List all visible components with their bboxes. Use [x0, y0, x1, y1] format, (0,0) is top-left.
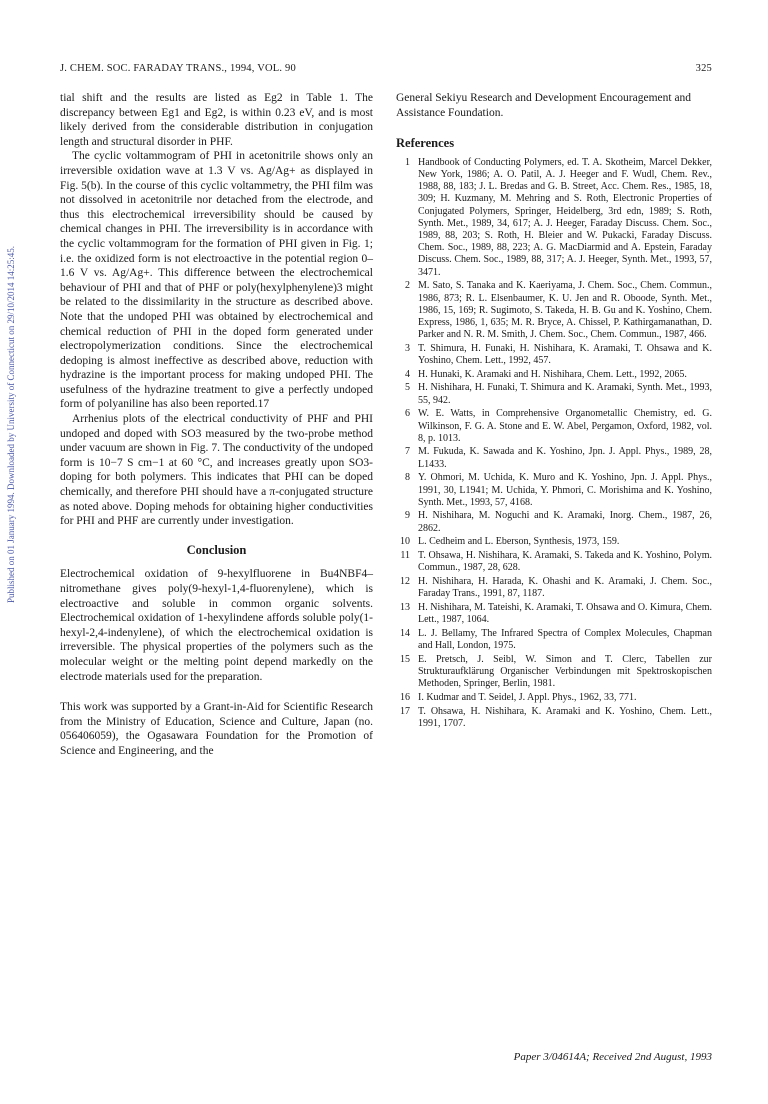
reference-item	[396, 576, 712, 600]
reference-number: 1	[405, 156, 410, 168]
right-column	[396, 91, 712, 731]
reference-number: 2	[405, 280, 410, 292]
reference-number: 7	[405, 446, 410, 458]
reference-text: W. E. Watts, in Comprehensive Organometallic Chemistry, ed. G. Wilkinson, F. G. A. Stone and E. W. Abel, Pergamon, Oxford, 1982, vol. 8, p. 1013.	[418, 408, 712, 444]
reference-item	[396, 472, 712, 509]
reference-item	[396, 408, 712, 445]
reference-text: Handbook of Conducting Polymers, ed. T. A. Skotheim, Marcel Dekker, New York, 1986; A. O. Patil, A. J. Heeger and F. Wudl, Chem. Rev., 1988, 88, 183; J. L. Bredas and G. B. Street, Acc. Chem. Res., 1985, 18, 309; H. Kuzmany, M. Mehring and S. Roth, Electronic Properties of Conjugated Polymers, Springer, Heidelberg, 3rd edn, 1989; S. Roth, Synth. Met., 1989, 34, 617; A. J. Heeger, Faraday Discuss. Chem. Soc., 1989, 88, 203; S. Roth, H. Bleier and W. Pukacki, Faraday Discuss. Chem. Soc., 1989, 88, 223; A. G. MacDiarmid and A. Epstein, Faraday Discuss. Chem. Soc., 1989, 88, 317; A. J. Heeger, Synth. Met., 1993, 57, 3471.	[418, 156, 712, 278]
reference-number: 15	[400, 653, 410, 665]
reference-number: 8	[405, 472, 410, 484]
journal-citation: J. CHEM. SOC. FARADAY TRANS., 1994, VOL. 90	[60, 63, 296, 74]
conclusion-heading: Conclusion	[186, 542, 247, 557]
reference-item	[396, 280, 712, 341]
paper-received-info: Paper 3/04614A; Received 2nd August, 1993	[513, 1051, 712, 1063]
reference-item	[396, 550, 712, 574]
reference-item	[396, 628, 712, 652]
reference-text: T. Shimura, H. Funaki, H. Nishihara, K. Aramaki, T. Ohsawa and K. Yoshino, Chem. Lett., 1992, 457.	[418, 342, 712, 367]
reference-text: T. Ohsawa, H. Nishihara, K. Aramaki and K. Yoshino, Chem. Lett., 1991, 1707.	[418, 705, 712, 729]
reference-number: 4	[405, 368, 410, 380]
reference-text: H. Nishihara, M. Tateishi, K. Aramaki, T. Ohsawa and O. Kimura, Chem. Lett., 1987, 1064.	[418, 601, 712, 626]
reference-number: 13	[400, 601, 410, 613]
references-list	[396, 157, 712, 730]
reference-item	[396, 692, 712, 704]
reference-item	[396, 510, 712, 534]
reference-number: 9	[405, 510, 410, 522]
paragraph-cyclic-voltammogram: The cyclic voltammogram of PHI in acetonitrile shows only an irreversible oxidation wave at 1.3 V vs. Ag/Ag+ as displayed in Fig. 5(b). In the course of this cyclic voltammetry, the PHI film was not dissolved in acetonitrile nor detached from the electrode, and thus this electrochemical irreversibility should be caused by chemical changes in PHI. The irreversibility is in accordance with the cyclic voltammogram for the formation of PHI given in Fig. 1; i.e. the oxidized form is not electroactive in the potential region 0–1.6 V vs. Ag/Ag+. This difference between the electrochemical behaviour of PHI and that of PHF or poly(hexylphenylene)3 might be related to the dissimilarity in the structure as described above. Note that the undoped PHI was obtained by electrochemical and chemical reduction of PHI in the doped form generated under electropolymerization conditions. Since the electrochemical dedoping is almost ineffective as described above, reduction with hydrazine is the important process for making undoped PHI. The usefulness of the hydrazine treatment to give a perfectly undoped form of polyaniline has also been reported.17	[60, 150, 373, 411]
reference-text: M. Fukuda, K. Sawada and K. Yoshino, Jpn. J. Appl. Phys., 1989, 28, L1433.	[418, 446, 712, 470]
reference-item	[396, 369, 712, 381]
reference-text: H. Hunaki, K. Aramaki and H. Nishihara, Chem. Lett., 1992, 2065.	[418, 368, 687, 380]
reference-item	[396, 446, 712, 470]
reference-number: 14	[400, 627, 410, 639]
reference-number: 16	[400, 691, 410, 703]
running-header	[60, 63, 712, 77]
left-column	[60, 91, 373, 759]
paragraph-arrhenius: Arrhenius plots of the electrical conductivity of PHF and PHI undoped and doped with SO3 measured by the two-probe method under vacuum are shown in Fig. 7. The conductivity of the undoped form is 10−7 S cm−1 at 60 °C, and increases greatly upon SO3-doping for both polymers. This indicates that PHI can be doped chemically, and therefore PHI should have a π-conjugated structure as noted above. Doping mehods for obtaining higher conductivities for PHI and PHF are currently under investigation.	[60, 413, 373, 528]
reference-text: E. Pretsch, J. Seibl, W. Simon and T. Clerc, Tabellen zur Strukturaufklärung Organischer Verbindungen mit Spektroskopischen Methoden, Springer, Berlin, 1981.	[418, 653, 712, 690]
reference-number: 5	[405, 382, 410, 394]
references-heading: References	[396, 136, 455, 151]
reference-number: 3	[405, 342, 410, 354]
reference-number: 6	[405, 408, 410, 420]
reference-text: Y. Ohmori, M. Uchida, K. Muro and K. Yoshino, Jpn. J. Appl. Phys., 1991, 30, L1941; M. Uchida, Y. Phmori, C. Morishima and K. Yoshino, Synth. Met., 1993, 57, 4168.	[418, 472, 712, 508]
reference-item	[396, 536, 712, 548]
reference-item	[396, 602, 712, 626]
reference-text: L. J. Bellamy, The Infrared Spectra of Complex Molecules, Chapman and Hall, London, 1975.	[418, 627, 712, 651]
reference-item	[396, 654, 712, 691]
reference-text: M. Sato, S. Tanaka and K. Kaeriyama, J. Chem. Soc., Chem. Commun., 1986, 873; R. L. Elsenbaumer, K. U. Jen and R. Oboode, Synth. Met., 1986, 15, 169; R. Sugimoto, S. Takeda, H. B. Gu and K. Yoshino, Chem. Express, 1986, 1, 635; M. R. Bryce, A. Chissel, P. Kathirgamanathan, D. Parker and N. R. M. Smith, J. Chem. Soc., Chem. Commun., 1987, 466.	[418, 280, 712, 341]
reference-number: 17	[400, 705, 410, 717]
reference-text: L. Cedheim and L. Eberson, Synthesis, 1973, 159.	[418, 536, 620, 548]
paragraph-acknowledgement: This work was supported by a Grant-in-Aid for Scientific Research from the Ministry of Education, Science and Culture, Japan (no. 056406059), the Ogasawara Foundation for the Promotion of Science and Engineering, and the	[60, 701, 373, 757]
acknowledgement-continued: General Sekiyu Research and Development Encouragement and Assistance Foundation.	[396, 92, 692, 119]
reference-item	[396, 343, 712, 367]
reference-item	[396, 382, 712, 406]
page-number: 325	[695, 63, 712, 74]
reference-text: T. Ohsawa, H. Nishihara, K. Aramaki, S. Takeda and K. Yoshino, Polym. Commun., 1987, 28, 628.	[418, 550, 712, 574]
download-watermark: Published on 01 January 1994. Downloaded by University of Connecticut on 29/10/2014 14:25:45.	[6, 246, 16, 604]
reference-item	[396, 157, 712, 279]
reference-number: 10	[400, 536, 410, 548]
reference-number: 11	[400, 550, 410, 562]
paragraph-band-gap: tial shift and the results are listed as Eg2 in Table 1. The discrepancy between Eg1 and Eg2, is within 0.23 eV, and is most likely derived from the considerable distribution in conjugation length and structural disorder in PHF.	[60, 92, 373, 148]
reference-item	[396, 706, 712, 730]
reference-text: H. Nishihara, H. Funaki, T. Shimura and K. Aramaki, Synth. Met., 1993, 55, 942.	[418, 382, 712, 406]
reference-text: H. Nishihara, M. Noguchi and K. Aramaki, Inorg. Chem., 1987, 26, 2862.	[418, 510, 712, 534]
reference-text: I. Kudmar and T. Seidel, J. Appl. Phys., 1962, 33, 771.	[418, 691, 637, 703]
reference-text: H. Nishihara, H. Harada, K. Ohashi and K. Aramaki, J. Chem. Soc., Faraday Trans., 1991, 87, 1187.	[418, 575, 712, 600]
paragraph-conclusion: Electrochemical oxidation of 9-hexylfluorene in Bu4NBF4–nitromethane gives poly(9-hexyl-1,4-fluorenylene), which is electroactive and soluble in common organic solvents. Electrochemical oxidation of 1-hexylindene affords soluble poly(1-hexyl-2,4-indenylene), of which the electrochemical oxidation is irreversible. The physical properties of the polymers such as the molecular weight or the melting point depend markedly on the electrode materials used for the preparation.	[60, 568, 373, 683]
reference-number: 12	[400, 575, 410, 587]
